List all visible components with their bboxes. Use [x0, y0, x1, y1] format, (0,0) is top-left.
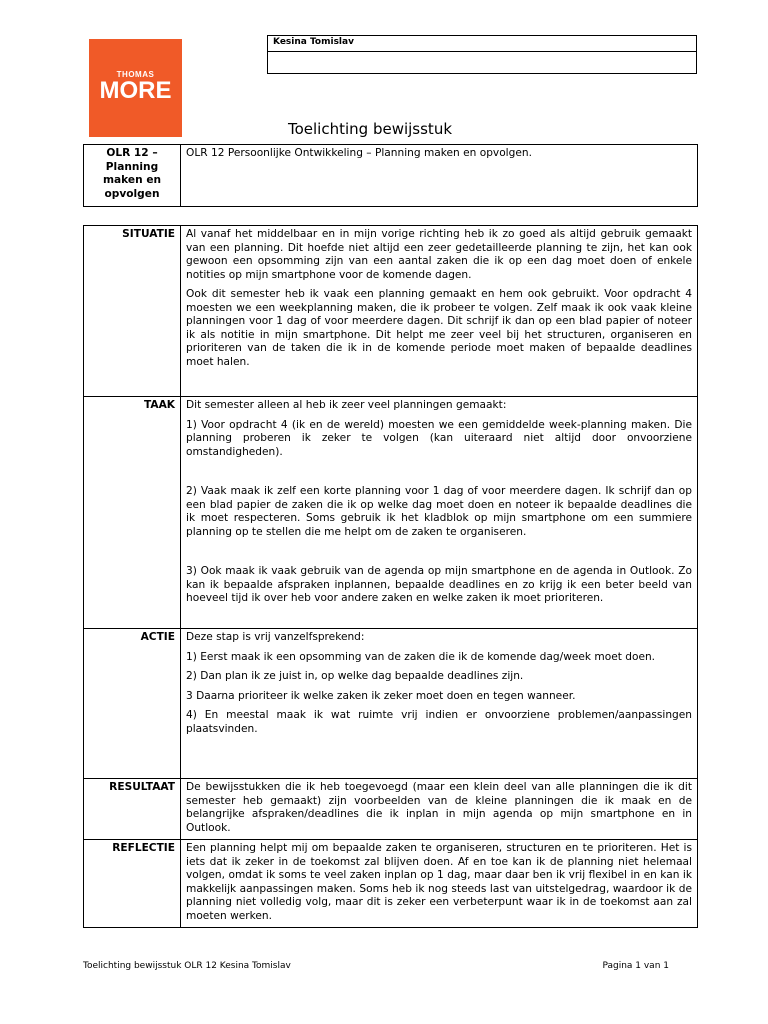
- taak-paragraph: 1) Voor opdracht 4 (ik en de wereld) moesten we een gemiddelde week-planning maken. Die planning proberen ik zeker te volgen (kan uiteraard niet altijd door onvoorziene omstandigheden).: [186, 418, 692, 458]
- reflectie-paragraph: Een planning helpt mij om bepaalde zaken te organiseren, structuren en te prioriteren. Het is iets dat ik zeker in de toekomst zal blijven doen. Af en toe kan ik de planning niet helemaal volgen, omdat ik soms te veel zaken inplan op 1 dag, maar daar ben ik vrij flexibel in en kan ik makkelijk aanpassingen maken. Soms heb ik nog steeds last van uitstelgedrag, waardoor ik de planning niet volledig volg, maar dit is zeker een verbeterpunt waar ik in de toekomst aan zal moeten werken.: [186, 842, 692, 922]
- logo-line-2: MORE: [99, 77, 172, 104]
- actie-row: [84, 629, 698, 779]
- taak-content: [181, 397, 698, 629]
- situatie-row: [84, 226, 698, 397]
- actie-paragraph: 1) Eerst maak ik een opsomming van de zaken die ik de komende dag/week moet doen.: [186, 650, 656, 663]
- resultaat-label: RESULTAAT: [84, 779, 181, 840]
- logo-line-1: THOMAS: [116, 70, 155, 79]
- reflectie-label: REFLECTIE: [84, 840, 181, 928]
- page-title: Toelichting bewijsstuk: [288, 120, 453, 138]
- resultaat-content: [181, 779, 698, 840]
- taak-paragraph: Dit semester alleen al heb ik zeer veel planningen gemaakt:: [186, 399, 507, 411]
- olr-table: [83, 144, 698, 207]
- actie-content: [181, 629, 698, 779]
- taak-paragraph: 3) Ook maak ik vaak gebruik van de agenda op mijn smartphone en de agenda in Outlook. Zo kan ik bepaalde afspraken inplannen, bepaalde deadlines en zo krijg ik een beter beeld van hoeveel tijd ik over heb voor andere zaken en welke zaken ik moet prioriteren.: [186, 565, 692, 604]
- student-name-box: [267, 35, 697, 74]
- star-table: [83, 225, 698, 928]
- situatie-content: [181, 226, 698, 397]
- resultaat-row: [84, 779, 698, 840]
- reflectie-row: [84, 840, 698, 928]
- name-box-divider: [268, 51, 696, 52]
- taak-label: TAAK: [84, 397, 181, 629]
- actie-label: ACTIE: [84, 629, 181, 779]
- student-name: Kesina Tomislav: [273, 37, 354, 47]
- footer-left: Toelichting bewijsstuk OLR 12 Kesina Tomislav: [83, 961, 291, 971]
- taak-row: [84, 397, 698, 629]
- footer-page-number: Pagina 1 van 1: [602, 961, 669, 971]
- reflectie-content: [181, 840, 698, 928]
- actie-paragraph: 4) En meestal maak ik wat ruimte vrij indien er onvoorziene problemen/aanpassingen plaatsvinden.: [186, 709, 692, 735]
- olr-label: OLR 12 – Planning maken en opvolgen: [84, 145, 181, 207]
- resultaat-paragraph: De bewijsstukken die ik heb toegevoegd (maar een klein deel van alle planningen die ik dit semester heb gemaakt) zijn voorbeelden van de kleine planningen die ik maak en de belangrijke afspraken/deadlines die ik inplan in mijn agenda op mijn smartphone en in Outlook.: [186, 781, 692, 834]
- situatie-paragraph: Al vanaf het middelbaar en in mijn vorige richting heb ik zo goed als altijd gebruik gemaakt van een planning. Dit hoefde niet altijd een zeer gedetailleerde planning te zijn, het kan ook gewoon een opsomming zijn van een aantal zaken die ik op een dag moet doen of enkele notities op mijn smartphone voor de komende dagen.: [186, 228, 692, 281]
- thomas-more-logo: [89, 39, 182, 137]
- taak-paragraph: 2) Vaak maak ik zelf een korte planning voor 1 dag of voor meerdere dagen. Ik schrijf dan op een blad papier de zaken die ik op welke dag moet doen en noteer ik bepaalde deadlines die ik moet respecteren. Soms gebruik ik het kladblok op mijn smartphone om een summiere planning op te stellen die me helpt om de zaken te organiseren.: [186, 485, 692, 538]
- situatie-paragraph: Ook dit semester heb ik vaak een planning gemaakt en hem ook gebruikt. Voor opdracht 4 moesten we een weekplanning maken, die ik probeer te volgen. Zelf maak ik ook vaak kleine planningen voor 1 dag of voor meerdere dagen. Dit schrijf ik dan op een blad papier of noteer ik als notitie in mijn smartphone. Dit helpt me zeer veel bij het structuren, organiseren en prioriteren van de taken die ik in de komende periode moet maken of bepaalde deadlines moet halen.: [186, 288, 692, 368]
- situatie-label: SITUATIE: [84, 226, 181, 397]
- olr-description: OLR 12 Persoonlijke Ontwikkeling – Planning maken en opvolgen.: [181, 145, 698, 207]
- actie-paragraph: 2) Dan plan ik ze juist in, op welke dag bepaalde deadlines zijn.: [186, 670, 524, 682]
- actie-paragraph: 3 Daarna prioriteer ik welke zaken ik zeker moet doen en tegen wanneer.: [186, 689, 576, 702]
- actie-paragraph: Deze stap is vrij vanzelfsprekend:: [186, 631, 365, 643]
